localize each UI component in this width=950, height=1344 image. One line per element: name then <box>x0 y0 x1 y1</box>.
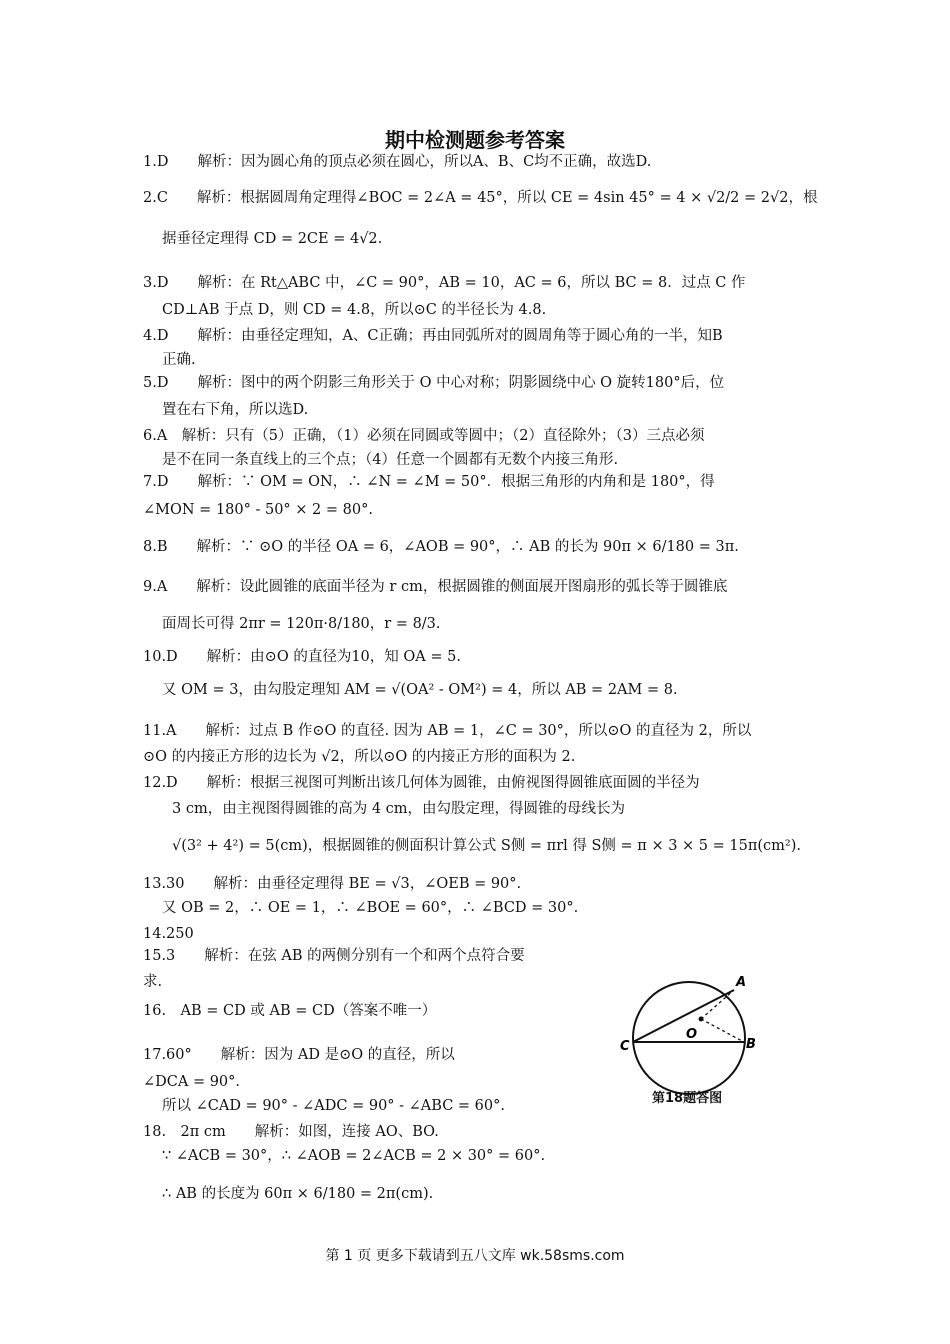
answer-line: 4.D 解析：由垂径定理知，A、C正确；再由同弧所对的圆周角等于圆心角的一半，知B <box>143 328 723 344</box>
answer-line: 10.D 解析：由⊙O 的直径为10，知 OA = 5. <box>143 649 461 665</box>
answer-line: 又 OM = 3，由勾股定理知 AM = √(OA² - OM²) = 4，所以 AB = 2AM = 8. <box>162 682 678 698</box>
label-b: B <box>746 1037 756 1052</box>
answer-line: 6.A 解析：只有（5）正确，（1）必须在同圆或等圆中；（2）直径除外；（3）三点必须 <box>143 428 705 444</box>
answer-line: 又 OB = 2，∴ OE = 1，∴ ∠BOE = 60°，∴ ∠BCD = 30°. <box>162 900 579 916</box>
answer-line: 16. AB = CD 或 AB = CD（答案不唯一） <box>143 1003 437 1019</box>
figure-caption: 第18题答图 <box>652 1091 723 1106</box>
answer-line: ∠MON = 180° - 50° × 2 = 80°. <box>143 502 373 518</box>
answer-line: 据垂径定理得 CD = 2CE = 4√2. <box>162 231 383 247</box>
answer-line: CD⊥AB 于点 D，则 CD = 4.8，所以⊙C 的半径长为 4.8. <box>162 302 547 318</box>
answer-line: ∵ ∠ACB = 30°，∴ ∠AOB = 2∠ACB = 2 × 30° = 60°. <box>162 1148 546 1164</box>
answer-line: 面周长可得 2πr = 120π·8/180，r = 8/3. <box>162 616 441 632</box>
answer-line: 5.D 解析：图中的两个阴影三角形关于 O 中心对称；阴影圆绕中心 O 旋转180°后，位 <box>143 375 725 391</box>
answer-line: 8.B 解析：∵ ⊙O 的半径 OA = 6，∠AOB = 90°，∴ AB 的长为 90π × 6/180 = 3π. <box>143 539 739 555</box>
answer-line: 2.C 解析：根据圆周角定理得∠BOC = 2∠A = 45°，所以 CE = 4sin 45° = 4 × √2/2 = 2√2，根 <box>143 190 818 206</box>
answer-line: ∴ AB 的长度为 60π × 6/180 = 2π(cm). <box>162 1186 434 1202</box>
answer-line: 1.D 解析：因为圆心角的顶点必须在圆心，所以A、B、C均不正确，故选D. <box>143 154 652 170</box>
page-footer: 第 1 页 更多下载请到五八文库 wk.58sms.com <box>325 1248 625 1264</box>
label-o: O <box>686 1027 698 1042</box>
answer-line: 11.A 解析：过点 B 作⊙O 的直径. 因为 AB = 1，∠C = 30°，所以⊙O 的直径为 2，所以 <box>143 723 752 739</box>
answer-line: √(3² + 4²) = 5(cm)，根据圆锥的侧面积计算公式 S侧 = πrl 得 S侧 = π × 3 × 5 = 15π(cm²). <box>172 838 801 854</box>
page-title: 期中检测题参考答案 <box>385 128 565 152</box>
answer-line: 7.D 解析：∵ OM = ON，∴ ∠N = ∠M = 50°．根据三角形的内角和是 180°，得 <box>143 474 715 490</box>
answer-line: 12.D 解析：根据三视图可判断出该几何体为圆锥，由俯视图得圆锥底面圆的半径为 <box>143 775 700 791</box>
answer-line: 是不在同一条直线上的三个点；（4）任意一个圆都有无数个内接三角形. <box>162 452 619 468</box>
answer-line: ∠DCA = 90°. <box>143 1074 241 1090</box>
answer-line: 正确. <box>162 352 196 368</box>
answer-line: 置在右下角，所以选D. <box>162 402 309 418</box>
answer-line: 3.D 解析：在 Rt△ABC 中，∠C = 90°，AB = 10，AC = 6，所以 BC = 8．过点 C 作 <box>143 275 746 291</box>
answer-line: 所以 ∠CAD = 90° - ∠ADC = 90° - ∠ABC = 60°. <box>162 1098 505 1114</box>
answer-line: ⊙O 的内接正方形的边长为 √2，所以⊙O 的内接正方形的面积为 2. <box>143 749 576 765</box>
answer-line: 9.A 解析：设此圆锥的底面半径为 r cm，根据圆锥的侧面展开图扇形的弧长等于圆锥底 <box>143 579 728 595</box>
answer-line: 15.3 解析：在弦 AB 的两侧分别有一个和两个点符合要 <box>143 948 525 964</box>
answer-line: 求. <box>143 974 163 990</box>
answer-line: 13.30 解析：由垂径定理得 BE = √3，∠OEB = 90°. <box>143 876 522 892</box>
answer-line: 18. 2π cm 解析：如图，连接 AO、BO. <box>143 1124 439 1140</box>
answer-line: 14.250 <box>143 926 194 942</box>
answer-line: 17.60° 解析：因为 AD 是⊙O 的直径，所以 <box>143 1047 455 1063</box>
label-c: C <box>620 1039 630 1054</box>
label-a: A <box>736 975 747 990</box>
answer-line: 3 cm，由主视图得圆锥的高为 4 cm，由勾股定理，得圆锥的母线长为 <box>172 801 626 817</box>
